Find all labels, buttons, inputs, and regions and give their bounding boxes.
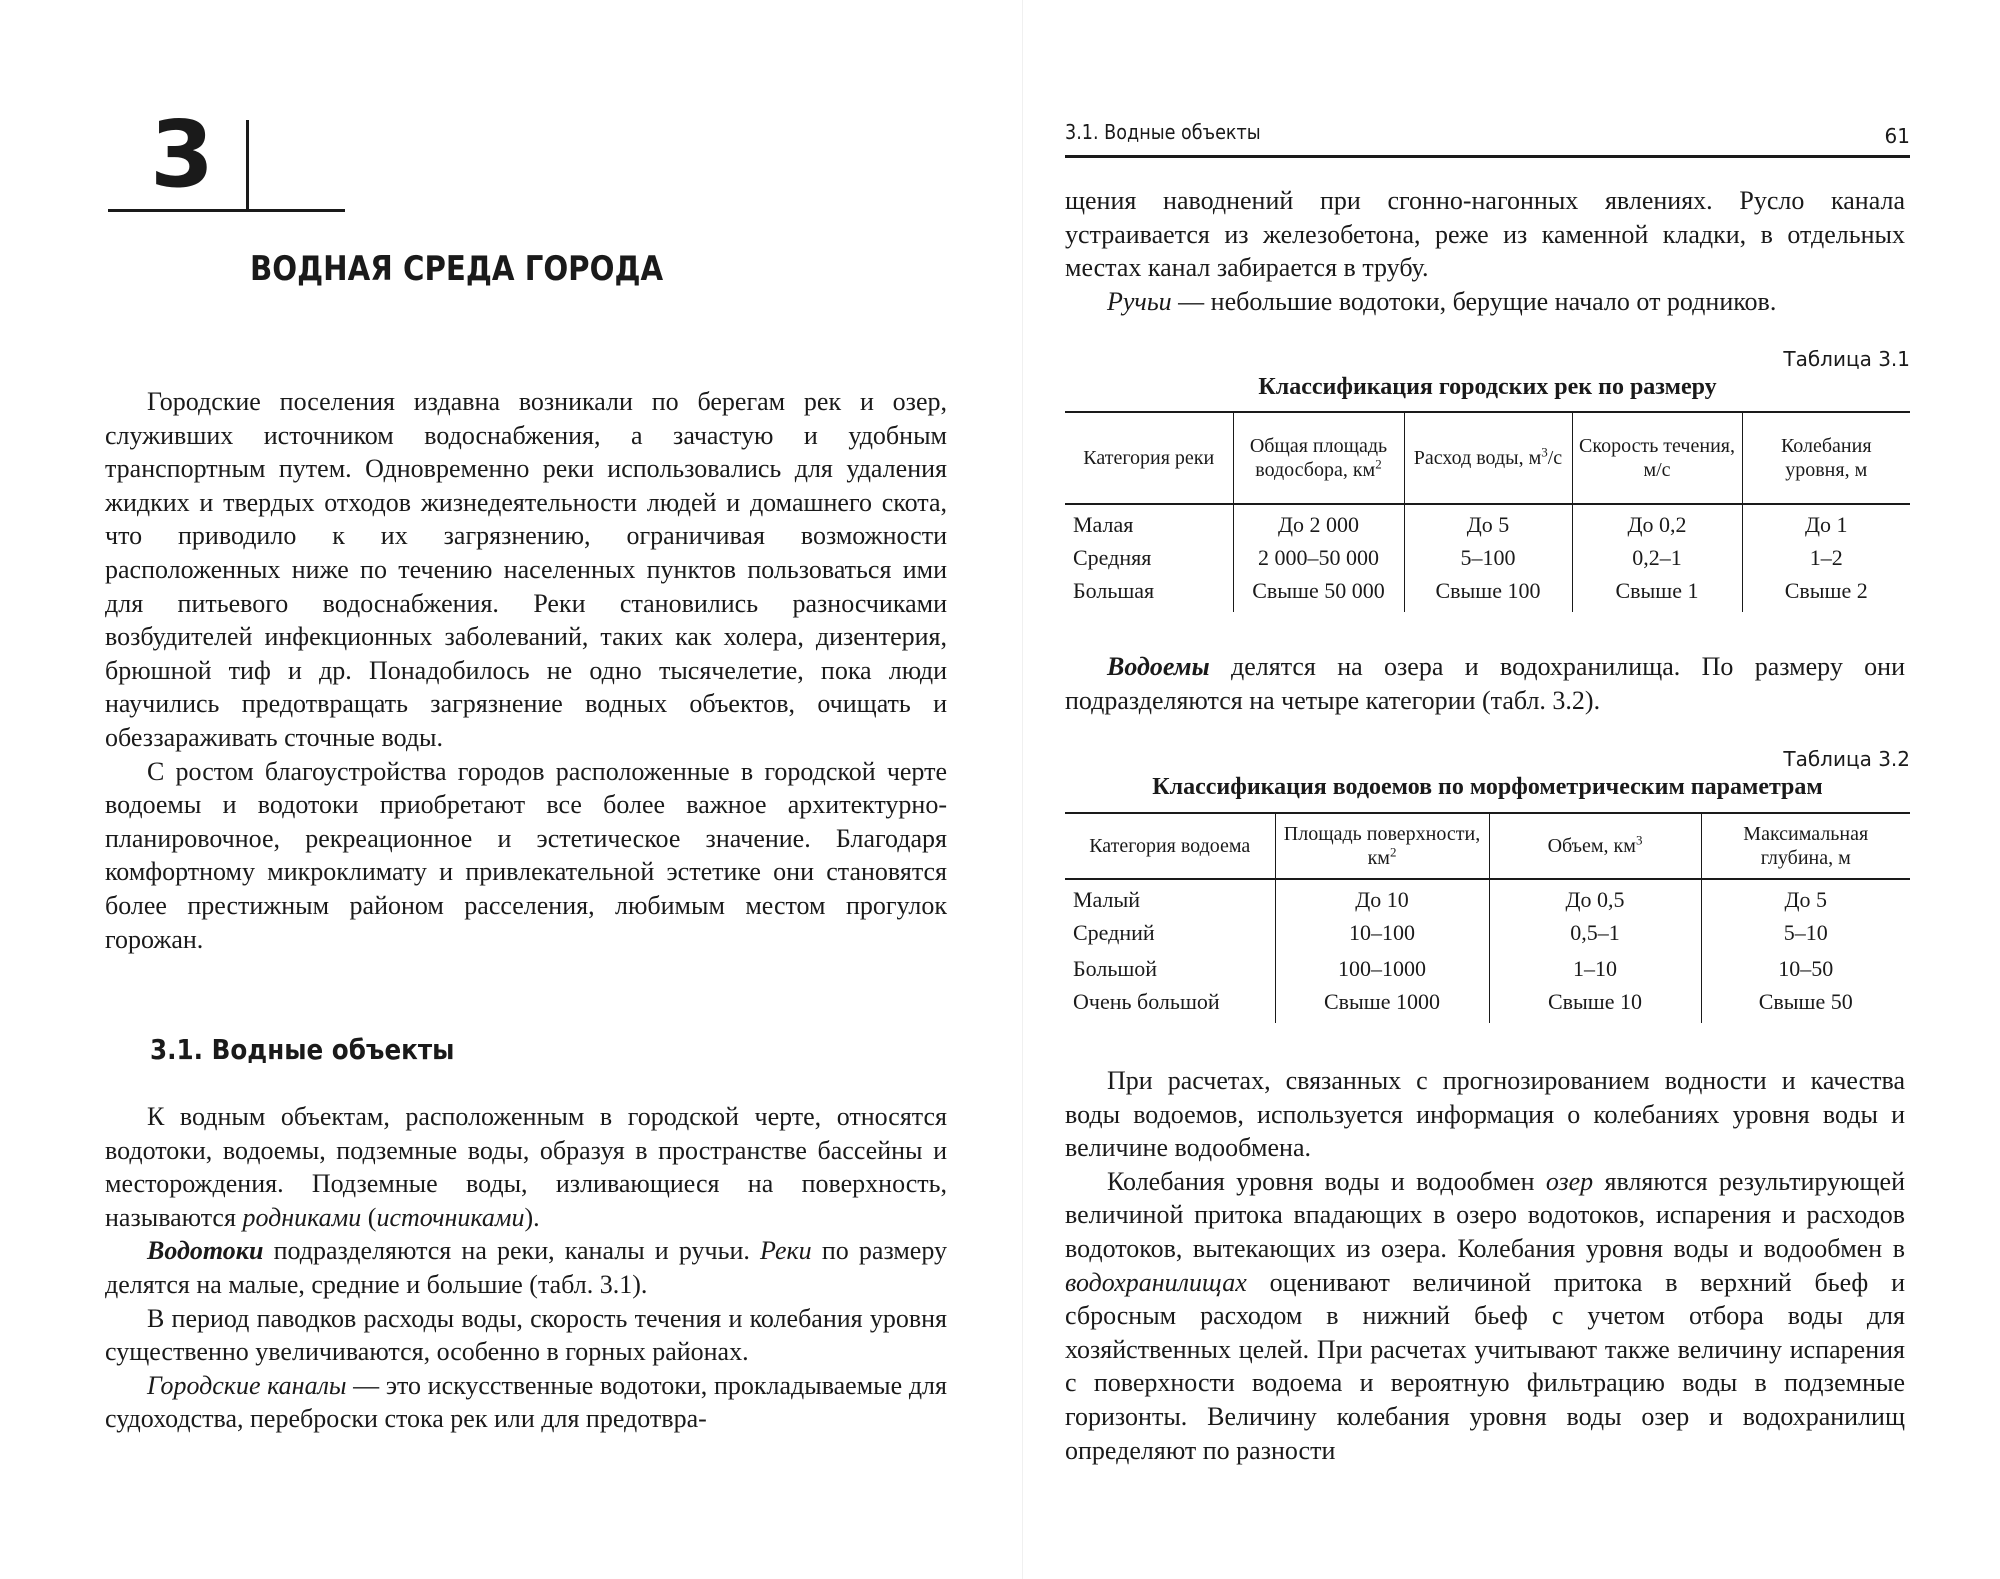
intro-paragraph-2: С ростом благоустройства городов расположенные в городской черте водоемы и водотоки приобретают все более важное архитектурно-планировочное, рекреационное и эстетическое значение. Благодаря комфортному микроклимату и привлекательной эстетике они становятся более престижным районом расселения, любимым местом прогулок горожан. [105, 756, 947, 954]
intro-paragraph-1: Городские поселения издавна возникали по берегам рек и озер, служивших источником водоснабжения, а зачастую и удобным транспортным путем. Одновременно реки использовались для удаления жидких и твердых отходов жизнедеятельности людей и домашнего скота, что приводило к их загрязнению, ограничивая возможности расположенных ниже по течению населенных пунктов пользоваться ими для питьевого водоснабжения. Реки становились разносчиками возбудителей инфекционных заболеваний, таких как холера, дизентерия, брюшной тиф и др. Понадобилось не одно тысячелетие, пока люди научились предотвращать загрязнение водных объектов, очищать и обеззараживать сточные воды. [105, 387, 947, 752]
table1-caption: Классификация городских рек по размеру [1258, 374, 1717, 400]
table-cell: Свыше 10 [1489, 987, 1701, 1023]
table-cell: 5–10 [1701, 915, 1910, 951]
rivers-table [1065, 411, 1910, 612]
running-head: 3.1. Водные объекты [1065, 120, 1261, 144]
level-paragraph: Колебания уровня воды и водообмен озер являются результирующей величиной притока впадающих в озеро водотоков, испарения и расходов водотоков, вытекающих из озера. Колебания уровня воды и водообмен в водохранилищах оценивают величиной притока в верхний бьеф и сбросным расходом в нижний бьеф с учетом отбора воды для хозяйственных целей. При расчетах учитывают также величину испарения с поверхности водоема и вероятную фильтрацию воды в подземные горизонты. Величину колебания уровня воды озер и водохранилищ определяют по разности [1065, 1166, 1905, 1465]
table1-label: Таблица 3.1 [1783, 347, 1910, 371]
header-velocity: Скорость течения, м/с [1572, 412, 1742, 504]
reservoirs-paragraph: Водоемы делятся на озера и водохранилища. По размеру они подразделяются на четыре категории (табл. 3.2). [1065, 652, 1905, 715]
table-cell: 100–1000 [1275, 951, 1489, 987]
table-cell: До 10 [1275, 879, 1489, 915]
chapter-title: ВОДНАЯ СРЕДА ГОРОДА [250, 249, 664, 289]
table-row [1065, 879, 1910, 915]
table-row [1065, 540, 1910, 576]
right-text-top [1065, 184, 1905, 318]
table-row [1065, 915, 1910, 951]
section-body [105, 1100, 947, 1436]
table-row [1065, 987, 1910, 1023]
table2-caption: Классификация водоемов по морфометрическим параметрам [1152, 774, 1823, 800]
table-row [1065, 576, 1910, 612]
table-header-row [1065, 412, 1910, 504]
table-cell: Большой [1073, 956, 1158, 981]
table-cell: Большая [1073, 578, 1155, 603]
table-cell: Очень большой [1073, 989, 1220, 1014]
table-cell: 10–100 [1275, 915, 1489, 951]
running-head-rule [1065, 155, 1910, 158]
table-cell: 0,5–1 [1489, 915, 1701, 951]
chapter-intro [105, 385, 947, 956]
table-cell: До 2 000 [1233, 504, 1404, 540]
table-cell: До 1 [1742, 504, 1910, 540]
table-cell: 0,2–1 [1572, 540, 1742, 576]
table-cell: 1–2 [1742, 540, 1910, 576]
table-cell: Свыше 1 [1572, 576, 1742, 612]
table-cell: До 0,5 [1489, 879, 1701, 915]
table-cell: Малая [1073, 511, 1134, 537]
table-cell: 1–10 [1489, 951, 1701, 987]
header-category: Категория реки [1065, 412, 1233, 504]
header-surface: Площадь поверхности, $км^2$ [1275, 813, 1489, 879]
table-cell: Средний [1073, 920, 1155, 945]
table-cell: Малый [1073, 886, 1141, 912]
reservoirs-text [1065, 650, 1905, 717]
section-paragraph-4: Городские каналы — это искусственные водотоки, прокладываемые для судоходства, переброски стока рек или для предотвра- [105, 1370, 947, 1434]
table-cell: Средняя [1073, 545, 1152, 570]
table-row [1065, 951, 1910, 987]
table-row [1065, 504, 1910, 540]
page-number: 61 [1884, 124, 1910, 148]
brooks-paragraph: Ручьи — небольшие водотоки, берущие начало от родников. [1107, 286, 1777, 316]
header-depth: Максимальная глубина, м [1701, 813, 1910, 879]
chapter-divider-horizontal [108, 209, 345, 212]
table-cell: До 5 [1701, 879, 1910, 915]
section-paragraph-1: К водным объектам, расположенным в городской черте, относятся водотоки, водоемы, подземные воды, образуя в пространстве бассейны и месторождения. Подземные воды, изливающиеся на поверхность, называются родниками (источниками). [105, 1102, 947, 1232]
table-cell: До 0,2 [1572, 504, 1742, 540]
header-level: Колебания уровня, м [1742, 412, 1910, 504]
table-cell: Свыше 1000 [1275, 987, 1489, 1023]
section-paragraph-3: В период паводков расходы воды, скорость течения и колебания уровня существенно увеличиваются, особенно в горных районах. [105, 1303, 947, 1367]
header-volume: Объем, $км^3$ [1489, 813, 1701, 879]
table-cell: Свыше 100 [1404, 576, 1572, 612]
table-cell: 2 000–50 000 [1233, 540, 1404, 576]
section-paragraph-2: Водотоки подразделяются на реки, каналы и ручьи. Реки по размеру делятся на малые, средние и большие (табл. 3.1). [105, 1236, 947, 1299]
table-header-row [1065, 813, 1910, 879]
chapter-divider-vertical [246, 120, 249, 212]
book-spine [1022, 0, 1023, 1579]
table-cell: Свыше 2 [1742, 576, 1910, 612]
continued-paragraph: щения наводнений при сгонно-нагонных явлениях. Русло канала устраивается из железобетона, реже из каменной кладки, в отдельных местах канал забирается в трубу. [1065, 186, 1905, 283]
chapter-number: 3 [150, 101, 215, 208]
header-flow: Расход воды, $м^3/с$ [1404, 412, 1572, 504]
table2-label: Таблица 3.2 [1783, 747, 1910, 771]
calc-paragraph: При расчетах, связанных с прогнозированием водности и качества воды водоемов, используется информация о колебаниях уровня воды и величине водообмена. [1065, 1066, 1905, 1163]
header-category: Категория водоема [1065, 813, 1275, 879]
table-cell: 10–50 [1701, 951, 1910, 987]
table-cell: До 5 [1404, 504, 1572, 540]
right-text-bottom [1065, 1064, 1905, 1467]
header-area: Общая площадь водосбора, $км^2$ [1233, 412, 1404, 504]
table-cell: Свыше 50 [1701, 987, 1910, 1023]
section-title: 3.1. Водные объекты [150, 1033, 455, 1066]
reservoirs-table [1065, 812, 1910, 1023]
table-cell: Свыше 50 000 [1233, 576, 1404, 612]
table-cell: 5–100 [1404, 540, 1572, 576]
